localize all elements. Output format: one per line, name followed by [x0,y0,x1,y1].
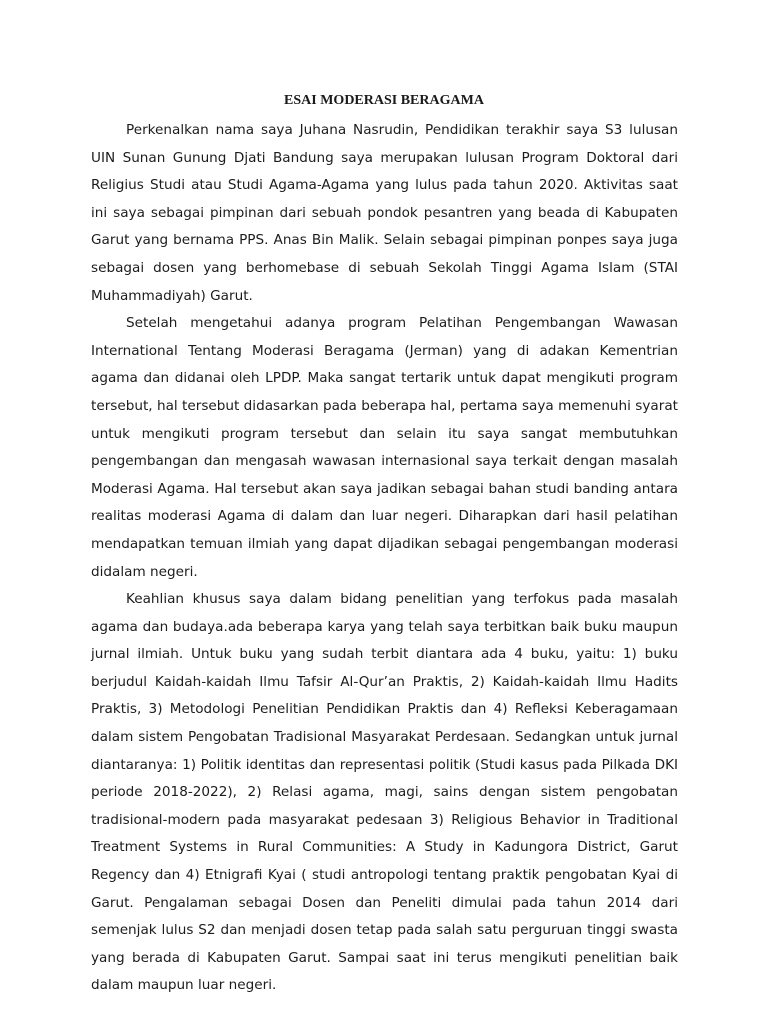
paragraph-expertise: Keahlian khusus saya dalam bidang penelitian yang terfokus pada masalah agama dan budaya.ada beberapa karya yang telah saya terbitkan baik buku maupun jurnal ilmiah. Untuk buku yang sudah terbit diantara ada 4 buku, yaitu: 1) buku berjudul Kaidah-kaidah Ilmu Tafsir Al-Qur’an Praktis, 2) Kaidah-kaidah Ilmu Hadits Praktis, 3) Metodologi Penelitian Pendidikan Praktis dan 4) Refleksi Keberagamaan dalam sistem Pengobatan Tradisional Masyarakat Perdesaan. Sedangkan untuk jurnal diantaranya: 1) Politik identitas dan representasi politik (Studi kasus pada Pilkada DKI periode 2018-2022), 2) Relasi agama, magi, sains dengan sistem pengobatan tradisional-modern pada masyarakat pedesaan 3) Religious Behavior in Traditional Treatment Systems in Rural Communities: A Study in Kadungora District, Garut Regency dan 4) Etnigrafi Kyai ( studi antropologi tentang praktik pengobatan Kyai di Garut. Pengalaman sebagai Dosen dan Peneliti dimulai pada tahun 2014 dari semenjak lulus S2 dan menjadi dosen tetap pada salah satu perguruan tinggi swasta yang berada di Kabupaten Garut. Sampai saat ini terus mengikuti penelitian baik dalam maupun luar negeri. [91,591,678,994]
paragraph-program-motivation: Setelah mengetahui adanya program Pelatihan Pengembangan Wawasan International Tentang Moderasi Beragama (Jerman) yang di adakan Kementrian agama dan didanai oleh LPDP. Maka sangat tertarik untuk dapat mengikuti program tersebut, hal tersebut didasarkan pada beberapa hal, pertama saya memenuhi syarat untuk mengikuti program tersebut dan selain itu saya sangat membutuhkan pengembangan dan mengasah wawasan internasional saya terkait dengan masalah Moderasi Agama. Hal tersebut akan saya jadikan sebagai bahan studi banding antara realitas moderasi Agama di dalam dan luar negeri. Diharapkan dari hasil pelatihan mendapatkan temuan ilmiah yang dapat dijadikan sebagai pengembangan moderasi didalam negeri. [91,315,678,580]
paragraph-introduction: Perkenalkan nama saya Juhana Nasrudin, Pendidikan terakhir saya S3 lulusan UIN Sunan Gunung Djati Bandung saya merupakan lulusan Program Doktoral dari Religius Studi atau Studi Agama-Agama yang lulus pada tahun 2020. Aktivitas saat ini saya sebagai pimpinan dari sebuah pondok pesantren yang beada di Kabupaten Garut yang bernama PPS. Anas Bin Malik. Selain sebagai pimpinan ponpes saya juga sebagai dosen yang berhomebase di sebuah Sekolah Tinggi Agama Islam (STAI Muhammadiyah) Garut. [91,122,678,304]
document-body [91,117,678,1000]
document-title: ESAI MODERASI BERAGAMA [284,93,484,108]
